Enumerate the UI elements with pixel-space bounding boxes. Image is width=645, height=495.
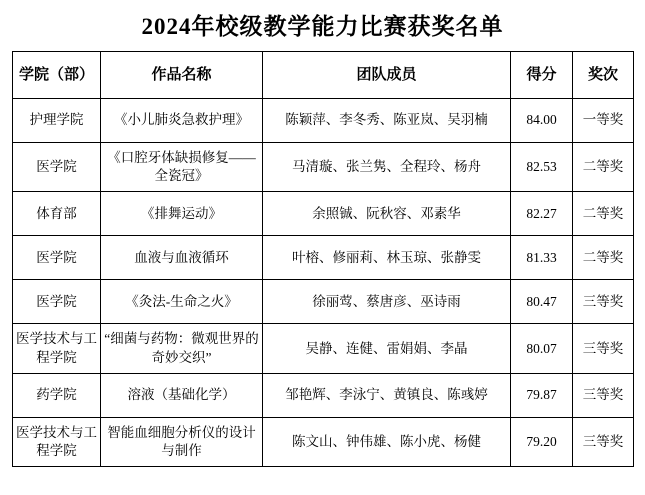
cell-members: 余照铖、阮秋容、邓素华: [263, 192, 511, 236]
cell-score: 80.47: [511, 280, 573, 324]
cell-college: 医学院: [13, 236, 101, 280]
cell-score: 79.87: [511, 373, 573, 417]
table-header-row: [13, 52, 634, 99]
cell-work: 《排舞运动》: [101, 192, 263, 236]
cell-score: 79.20: [511, 417, 573, 466]
column-header-score: 得分: [511, 52, 573, 99]
column-header-work: 作品名称: [101, 52, 263, 99]
table-body: [13, 99, 634, 467]
cell-college: 体育部: [13, 192, 101, 236]
table-row: [13, 192, 634, 236]
cell-score: 84.00: [511, 99, 573, 143]
cell-members: 徐丽莺、蔡唐彦、巫诗雨: [263, 280, 511, 324]
table-row: [13, 99, 634, 143]
cell-rank: 三等奖: [573, 324, 634, 373]
cell-rank: 二等奖: [573, 192, 634, 236]
cell-score: 82.53: [511, 143, 573, 192]
cell-members: 邹艳辉、李泳宁、黄镇良、陈彧婷: [263, 373, 511, 417]
column-header-college: 学院（部）: [13, 52, 101, 99]
award-list-table: [12, 51, 634, 467]
table-row: [13, 236, 634, 280]
cell-rank: 三等奖: [573, 373, 634, 417]
cell-college: 医学技术与工程学院: [13, 417, 101, 466]
cell-college: 医学院: [13, 143, 101, 192]
column-header-rank: 奖次: [573, 52, 634, 99]
table-header: [13, 52, 634, 99]
column-header-members: 团队成员: [263, 52, 511, 99]
cell-college: 药学院: [13, 373, 101, 417]
table-row: [13, 373, 634, 417]
cell-college: 医学技术与工程学院: [13, 324, 101, 373]
table-row: [13, 143, 634, 192]
cell-rank: 三等奖: [573, 417, 634, 466]
cell-score: 80.07: [511, 324, 573, 373]
cell-rank: 二等奖: [573, 236, 634, 280]
cell-work: 《小儿肺炎急救护理》: [101, 99, 263, 143]
cell-college: 医学院: [13, 280, 101, 324]
cell-members: 马清璇、张兰隽、全程玲、杨舟: [263, 143, 511, 192]
table-row: [13, 280, 634, 324]
cell-work: “细菌与药物：微观世界的奇妙交织”: [101, 324, 263, 373]
cell-college: 护理学院: [13, 99, 101, 143]
table-container: [0, 51, 645, 467]
cell-members: 吴静、连健、雷娟娟、李晶: [263, 324, 511, 373]
cell-score: 82.27: [511, 192, 573, 236]
table-row: [13, 417, 634, 466]
page-title: 2024年校级教学能力比赛获奖名单: [141, 14, 504, 39]
cell-work: 血液与血液循环: [101, 236, 263, 280]
cell-rank: 三等奖: [573, 280, 634, 324]
cell-work: 溶液（基础化学）: [101, 373, 263, 417]
cell-rank: 一等奖: [573, 99, 634, 143]
table-row: [13, 324, 634, 373]
cell-work: 《口腔牙体缺损修复——全瓷冠》: [101, 143, 263, 192]
cell-work: 智能血细胞分析仪的设计与制作: [101, 417, 263, 466]
cell-members: 陈文山、钟伟雄、陈小虎、杨健: [263, 417, 511, 466]
cell-score: 81.33: [511, 236, 573, 280]
cell-members: 叶榕、修丽莉、林玉琼、张静雯: [263, 236, 511, 280]
cell-work: 《灸法-生命之火》: [101, 280, 263, 324]
cell-rank: 二等奖: [573, 143, 634, 192]
cell-members: 陈颖萍、李冬秀、陈亚岚、吴羽楠: [263, 99, 511, 143]
